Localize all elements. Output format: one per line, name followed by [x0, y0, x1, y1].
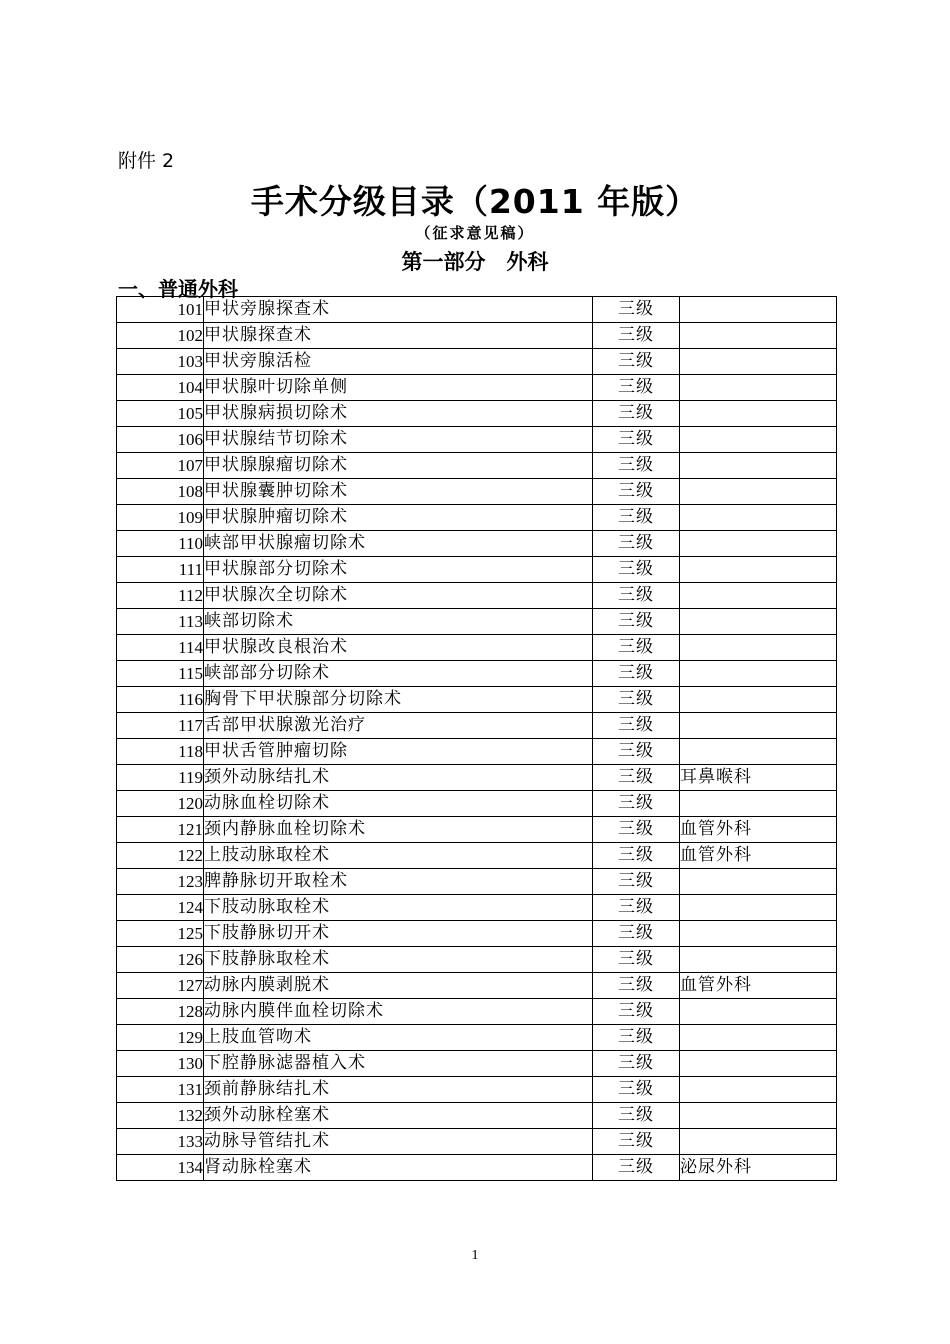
table-row [117, 895, 837, 921]
table-row [117, 1103, 837, 1129]
grade-level: 三级 [593, 739, 680, 765]
procedure-name: 动脉内膜伴血栓切除术 [204, 999, 593, 1025]
department-note: 耳鼻喉科 [680, 765, 837, 791]
procedure-name: 颈外动脉结扎术 [204, 765, 593, 791]
grade-level: 三级 [593, 1051, 680, 1077]
document-subtitle: （征求意见稿） [415, 224, 535, 242]
table-row [117, 1025, 837, 1051]
row-number: 103 [117, 349, 204, 375]
procedure-name: 甲状腺部分切除术 [204, 557, 593, 583]
row-number: 113 [117, 609, 204, 635]
grade-level: 三级 [593, 557, 680, 583]
row-number: 124 [117, 895, 204, 921]
grade-level: 三级 [593, 427, 680, 453]
table-row [117, 869, 837, 895]
procedure-name: 甲状旁腺活检 [204, 349, 593, 375]
procedure-name: 舌部甲状腺激光治疗 [204, 713, 593, 739]
table-row [117, 375, 837, 401]
department-note [680, 583, 837, 609]
row-number: 122 [117, 843, 204, 869]
department-note [680, 869, 837, 895]
department-note [680, 1025, 837, 1051]
department-note [680, 947, 837, 973]
table-row [117, 973, 837, 999]
attachment-label: 附件 2 [118, 150, 175, 172]
department-note [680, 739, 837, 765]
procedure-name: 甲状腺改良根治术 [204, 635, 593, 661]
part-heading: 第一部分 外科 [401, 249, 549, 274]
row-number: 123 [117, 869, 204, 895]
row-number: 118 [117, 739, 204, 765]
row-number: 107 [117, 453, 204, 479]
department-note [680, 921, 837, 947]
department-note [680, 791, 837, 817]
department-note [680, 635, 837, 661]
table-row [117, 999, 837, 1025]
table-row [117, 765, 837, 791]
grade-level: 三级 [593, 375, 680, 401]
row-number: 121 [117, 817, 204, 843]
grade-level: 三级 [593, 843, 680, 869]
department-note: 血管外科 [680, 817, 837, 843]
table-row [117, 531, 837, 557]
procedure-name: 颈外动脉栓塞术 [204, 1103, 593, 1129]
department-note [680, 453, 837, 479]
table-row [117, 557, 837, 583]
department-note [680, 1129, 837, 1155]
department-note [680, 427, 837, 453]
department-note [680, 531, 837, 557]
table-row [117, 349, 837, 375]
row-number: 120 [117, 791, 204, 817]
department-note [680, 349, 837, 375]
grade-level: 三级 [593, 791, 680, 817]
procedure-name: 甲状腺叶切除单侧 [204, 375, 593, 401]
procedure-name: 上肢血管吻术 [204, 1025, 593, 1051]
table-row [117, 453, 837, 479]
grade-level: 三级 [593, 479, 680, 505]
department-note [680, 1077, 837, 1103]
department-note [680, 401, 837, 427]
row-number: 126 [117, 947, 204, 973]
table-row [117, 921, 837, 947]
row-number: 105 [117, 401, 204, 427]
table-row [117, 739, 837, 765]
row-number: 112 [117, 583, 204, 609]
grade-level: 三级 [593, 453, 680, 479]
table-row [117, 609, 837, 635]
row-number: 111 [117, 557, 204, 583]
grade-level: 三级 [593, 531, 680, 557]
row-number: 131 [117, 1077, 204, 1103]
surgery-grade-table [116, 296, 837, 1181]
grade-level: 三级 [593, 1129, 680, 1155]
grade-level: 三级 [593, 609, 680, 635]
department-note [680, 557, 837, 583]
procedure-name: 甲状腺囊肿切除术 [204, 479, 593, 505]
department-note [680, 479, 837, 505]
grade-level: 三级 [593, 921, 680, 947]
grade-level: 三级 [593, 1025, 680, 1051]
table-row [117, 427, 837, 453]
table-row [117, 401, 837, 427]
department-note [680, 505, 837, 531]
department-note [680, 323, 837, 349]
procedure-name: 动脉血栓切除术 [204, 791, 593, 817]
procedure-name: 下腔静脉滤器植入术 [204, 1051, 593, 1077]
department-note: 血管外科 [680, 843, 837, 869]
grade-level: 三级 [593, 635, 680, 661]
procedure-name: 峡部切除术 [204, 609, 593, 635]
grade-level: 三级 [593, 999, 680, 1025]
grade-level: 三级 [593, 1103, 680, 1129]
grade-level: 三级 [593, 973, 680, 999]
table-row [117, 1077, 837, 1103]
grade-level: 三级 [593, 297, 680, 323]
row-number: 129 [117, 1025, 204, 1051]
grade-level: 三级 [593, 349, 680, 375]
row-number: 102 [117, 323, 204, 349]
department-note: 泌尿外科 [680, 1155, 837, 1181]
table-row [117, 635, 837, 661]
row-number: 125 [117, 921, 204, 947]
department-note [680, 1051, 837, 1077]
row-number: 127 [117, 973, 204, 999]
row-number: 110 [117, 531, 204, 557]
procedure-name: 甲状腺探查术 [204, 323, 593, 349]
row-number: 115 [117, 661, 204, 687]
department-note [680, 609, 837, 635]
procedure-name: 动脉内膜剥脱术 [204, 973, 593, 999]
procedure-name: 峡部部分切除术 [204, 661, 593, 687]
procedure-name: 甲状旁腺探查术 [204, 297, 593, 323]
table-body [117, 297, 837, 1181]
department-note [680, 1103, 837, 1129]
table-row [117, 817, 837, 843]
procedure-name: 上肢动脉取栓术 [204, 843, 593, 869]
department-note [680, 895, 837, 921]
grade-level: 三级 [593, 583, 680, 609]
row-number: 108 [117, 479, 204, 505]
row-number: 119 [117, 765, 204, 791]
grade-level: 三级 [593, 1155, 680, 1181]
procedure-name: 甲状腺结节切除术 [204, 427, 593, 453]
procedure-name: 甲状舌管肿瘤切除 [204, 739, 593, 765]
department-note [680, 375, 837, 401]
department-note [680, 999, 837, 1025]
table-row [117, 323, 837, 349]
grade-level: 三级 [593, 401, 680, 427]
table-row [117, 297, 837, 323]
department-note: 血管外科 [680, 973, 837, 999]
procedure-name: 下肢动脉取栓术 [204, 895, 593, 921]
table-row [117, 843, 837, 869]
table-row [117, 687, 837, 713]
procedure-name: 下肢静脉取栓术 [204, 947, 593, 973]
row-number: 109 [117, 505, 204, 531]
row-number: 104 [117, 375, 204, 401]
grade-level: 三级 [593, 947, 680, 973]
department-note [680, 713, 837, 739]
row-number: 130 [117, 1051, 204, 1077]
table-row [117, 791, 837, 817]
department-note [680, 687, 837, 713]
page-number: 1 [471, 1248, 479, 1263]
row-number: 132 [117, 1103, 204, 1129]
row-number: 134 [117, 1155, 204, 1181]
grade-level: 三级 [593, 505, 680, 531]
table-row [117, 505, 837, 531]
table-row [117, 479, 837, 505]
row-number: 128 [117, 999, 204, 1025]
table-row [117, 947, 837, 973]
procedure-name: 脾静脉切开取栓术 [204, 869, 593, 895]
row-number: 114 [117, 635, 204, 661]
grade-level: 三级 [593, 895, 680, 921]
row-number: 133 [117, 1129, 204, 1155]
grade-level: 三级 [593, 687, 680, 713]
procedure-name: 颈内静脉血栓切除术 [204, 817, 593, 843]
procedure-name: 甲状腺病损切除术 [204, 401, 593, 427]
table-row [117, 661, 837, 687]
procedure-name: 下肢静脉切开术 [204, 921, 593, 947]
table-row [117, 1155, 837, 1181]
procedure-name: 峡部甲状腺瘤切除术 [204, 531, 593, 557]
grade-level: 三级 [593, 869, 680, 895]
grade-level: 三级 [593, 323, 680, 349]
table-row [117, 583, 837, 609]
grade-level: 三级 [593, 713, 680, 739]
procedure-name: 甲状腺次全切除术 [204, 583, 593, 609]
procedure-name: 动脉导管结扎术 [204, 1129, 593, 1155]
procedure-name: 胸骨下甲状腺部分切除术 [204, 687, 593, 713]
procedure-name: 甲状腺腺瘤切除术 [204, 453, 593, 479]
grade-level: 三级 [593, 817, 680, 843]
grade-level: 三级 [593, 765, 680, 791]
procedure-name: 颈前静脉结扎术 [204, 1077, 593, 1103]
department-note [680, 297, 837, 323]
row-number: 117 [117, 713, 204, 739]
table-row [117, 713, 837, 739]
grade-level: 三级 [593, 1077, 680, 1103]
procedure-name: 肾动脉栓塞术 [204, 1155, 593, 1181]
table-row [117, 1051, 837, 1077]
row-number: 101 [117, 297, 204, 323]
department-note [680, 661, 837, 687]
row-number: 106 [117, 427, 204, 453]
grade-level: 三级 [593, 661, 680, 687]
document-title: 手术分级目录（2011 年版） [250, 182, 700, 221]
procedure-name: 甲状腺肿瘤切除术 [204, 505, 593, 531]
table-row [117, 1129, 837, 1155]
row-number: 116 [117, 687, 204, 713]
section-heading: 一、普通外科 [118, 277, 238, 301]
